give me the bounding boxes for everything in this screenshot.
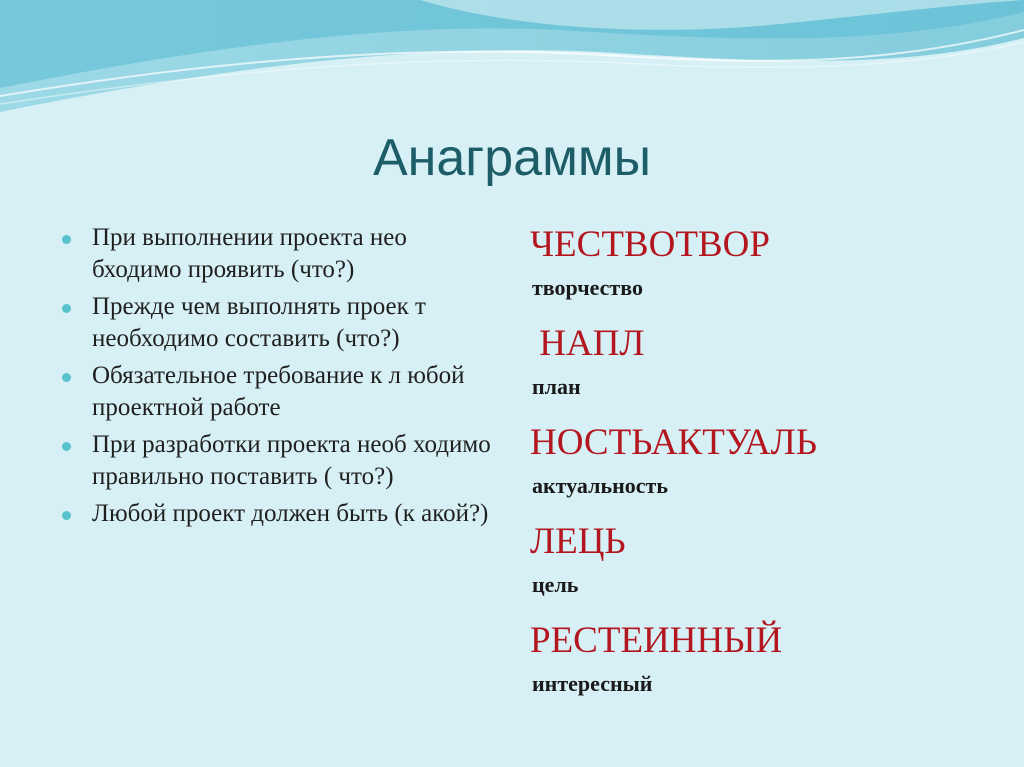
question-text: Прежде чем выполнять проек т необходимо составить (что?) xyxy=(92,293,426,352)
anagram-list xyxy=(530,222,1010,717)
anagram-answer: творчество xyxy=(532,275,643,300)
question-item xyxy=(62,360,502,424)
question-item xyxy=(62,429,502,493)
anagram-pair xyxy=(530,618,1010,717)
question-text: Обязательное требование к л юбой проектной работе xyxy=(92,362,465,421)
question-text: При разработки проекта необ ходимо правильно поставить ( что?) xyxy=(92,431,491,490)
anagram-scrambled: НАПЛ xyxy=(530,323,645,364)
anagram-answer: план xyxy=(532,374,581,399)
anagram-pair xyxy=(530,420,1010,519)
anagram-scrambled: ЧЕСТВОТВОР xyxy=(530,224,770,265)
bullet-icon xyxy=(62,442,71,451)
anagram-pair xyxy=(530,321,1010,420)
bullet-icon xyxy=(62,235,71,244)
anagram-answer: цель xyxy=(532,572,579,597)
anagram-scrambled: НОСТЬАКТУАЛЬ xyxy=(530,422,818,463)
question-text: При выполнении проекта нео бходимо проявить (что?) xyxy=(92,224,407,283)
anagram-scrambled: РЕСТЕИННЫЙ xyxy=(530,620,783,661)
question-item xyxy=(62,291,502,355)
bullet-icon xyxy=(62,304,71,313)
anagram-pair xyxy=(530,519,1010,618)
anagram-answer: интересный xyxy=(532,671,653,696)
question-item xyxy=(62,498,502,530)
bullet-icon xyxy=(62,373,71,382)
question-text: Любой проект должен быть (к акой?) xyxy=(92,500,489,527)
anagram-answer: актуальность xyxy=(532,473,668,498)
anagram-scrambled: ЛЕЦЬ xyxy=(530,521,626,562)
bullet-icon xyxy=(62,511,71,520)
anagram-pair xyxy=(530,222,1010,321)
question-item xyxy=(62,222,502,286)
slide-title: Анаграммы xyxy=(372,129,651,187)
question-list xyxy=(62,222,502,535)
